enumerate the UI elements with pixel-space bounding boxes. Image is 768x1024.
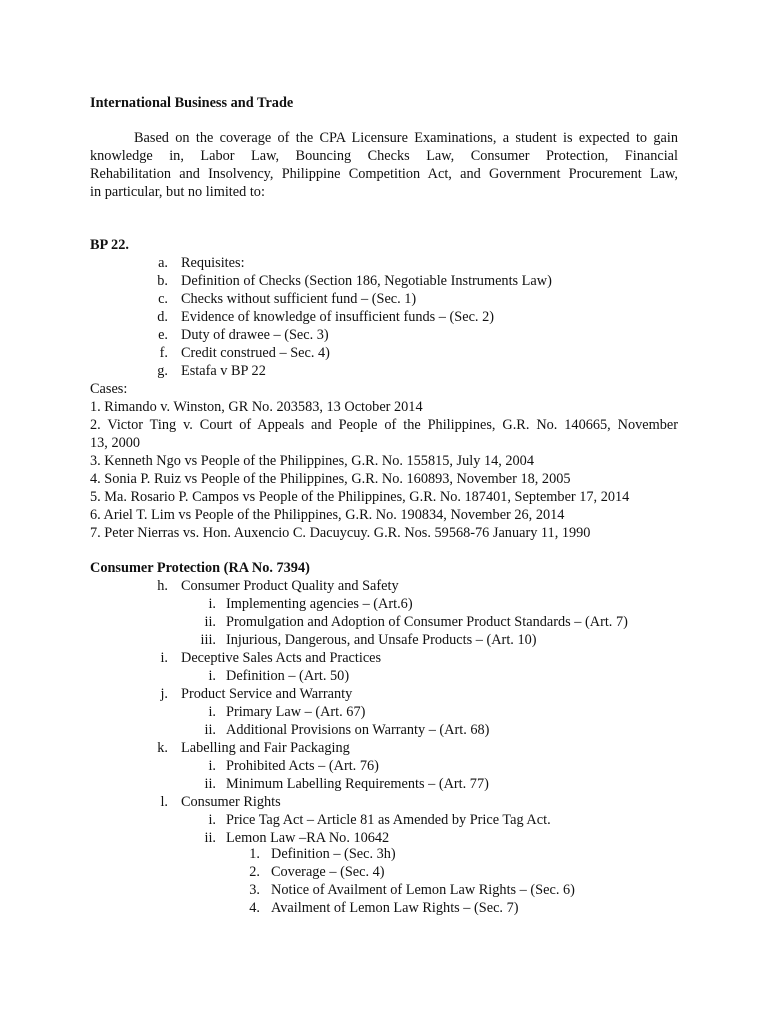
list-item: Product Service and Warranty (181, 686, 353, 702)
list-marker: d. (157, 309, 168, 325)
sublist-item: Injurious, Dangerous, and Unsafe Products – (Art. 10) (226, 632, 537, 648)
list-marker: l. (160, 794, 168, 810)
numbered-marker: 2. (249, 864, 260, 880)
intro-line-1: Based on the coverage of the CPA Licensure Examinations, a student is expected to gain (134, 130, 678, 146)
numbered-item: Definition – (Sec. 3h) (271, 846, 396, 862)
sublist-marker: i. (208, 668, 216, 684)
consumer-heading: Consumer Protection (RA No. 7394) (90, 560, 310, 576)
case-item: 5. Ma. Rosario P. Campos vs People of the Philippines, G.R. No. 187401, September 17, 2014 (90, 489, 630, 505)
list-item: Deceptive Sales Acts and Practices (181, 650, 382, 666)
list-item: Estafa v BP 22 (181, 363, 266, 379)
sublist-item: Implementing agencies – (Art.6) (226, 596, 413, 612)
case-item: 3. Kenneth Ngo vs People of the Philippines, G.R. No. 155815, July 14, 2004 (90, 453, 534, 469)
sublist-marker: i. (208, 758, 216, 774)
sublist-marker: iii. (200, 632, 216, 648)
intro-line-2: knowledge in, Labor Law, Bouncing Checks Law, Consumer Protection, Financial (90, 148, 678, 164)
sublist-item: Additional Provisions on Warranty – (Art. 68) (226, 722, 490, 738)
sublist-item: Minimum Labelling Requirements – (Art. 77) (226, 776, 489, 792)
case-item: 4. Sonia P. Ruiz vs People of the Philippines, G.R. No. 160893, November 18, 2005 (90, 471, 571, 487)
case-item: 6. Ariel T. Lim vs People of the Philippines, G.R. No. 190834, November 26, 2014 (90, 507, 565, 523)
list-marker: g. (157, 363, 168, 379)
document-title: International Business and Trade (90, 95, 294, 111)
case-item: 7. Peter Nierras vs. Hon. Auxencio C. Dacuycuy. G.R. Nos. 59568-76 January 11, 1990 (90, 525, 591, 541)
list-marker: f. (159, 345, 168, 361)
list-marker: b. (157, 273, 168, 289)
sublist-item: Promulgation and Adoption of Consumer Product Standards – (Art. 7) (226, 614, 628, 630)
list-item: Credit construed – Sec. 4) (181, 345, 330, 361)
list-item: Consumer Rights (181, 794, 281, 810)
numbered-marker: 1. (249, 846, 260, 862)
sublist-marker: i. (208, 812, 216, 828)
sublist-marker: i. (208, 704, 216, 720)
case-item: 1. Rimando v. Winston, GR No. 203583, 13 October 2014 (90, 399, 423, 415)
numbered-item: Notice of Availment of Lemon Law Rights – (Sec. 6) (271, 882, 575, 898)
list-item: Evidence of knowledge of insufficient funds – (Sec. 2) (181, 309, 494, 325)
sublist-marker: ii. (204, 776, 216, 792)
case-item: 2. Victor Ting v. Court of Appeals and People of the Philippines, G.R. No. 140665, November (90, 417, 678, 433)
numbered-marker: 4. (249, 900, 260, 916)
list-marker: c. (158, 291, 168, 307)
list-item: Labelling and Fair Packaging (181, 740, 350, 756)
list-item: Consumer Product Quality and Safety (181, 578, 399, 594)
list-item: Checks without sufficient fund – (Sec. 1) (181, 291, 417, 307)
sublist-item: Definition – (Art. 50) (226, 668, 350, 684)
sublist-marker: ii. (204, 722, 216, 738)
sublist-item: Prohibited Acts – (Art. 76) (226, 758, 379, 774)
sublist-item: Price Tag Act – Article 81 as Amended by Price Tag Act. (226, 812, 551, 828)
numbered-item: Availment of Lemon Law Rights – (Sec. 7) (271, 900, 519, 916)
list-item: Requisites: (181, 255, 245, 271)
list-marker: i. (160, 650, 168, 666)
numbered-marker: 3. (249, 882, 260, 898)
sublist-marker: i. (208, 596, 216, 612)
case-item-continued: 13, 2000 (90, 435, 141, 451)
sublist-item: Lemon Law –RA No. 10642 (226, 830, 390, 846)
intro-line-3: Rehabilitation and Insolvency, Philippine Competition Act, and Government Procurement Law, (90, 166, 678, 182)
sublist-marker: ii. (204, 614, 216, 630)
list-marker: k. (157, 740, 168, 756)
list-item: Definition of Checks (Section 186, Negotiable Instruments Law) (181, 273, 552, 289)
list-marker: e. (158, 327, 168, 343)
list-marker: j. (160, 686, 168, 702)
list-item: Duty of drawee – (Sec. 3) (181, 327, 329, 343)
cases-label: Cases: (90, 381, 128, 397)
list-marker: h. (157, 578, 168, 594)
sublist-marker: ii. (204, 830, 216, 846)
bp22-heading: BP 22. (90, 237, 129, 253)
numbered-item: Coverage – (Sec. 4) (271, 864, 385, 880)
intro-line-4: in particular, but no limited to: (90, 184, 265, 200)
sublist-item: Primary Law – (Art. 67) (226, 704, 366, 720)
list-marker: a. (158, 255, 168, 271)
